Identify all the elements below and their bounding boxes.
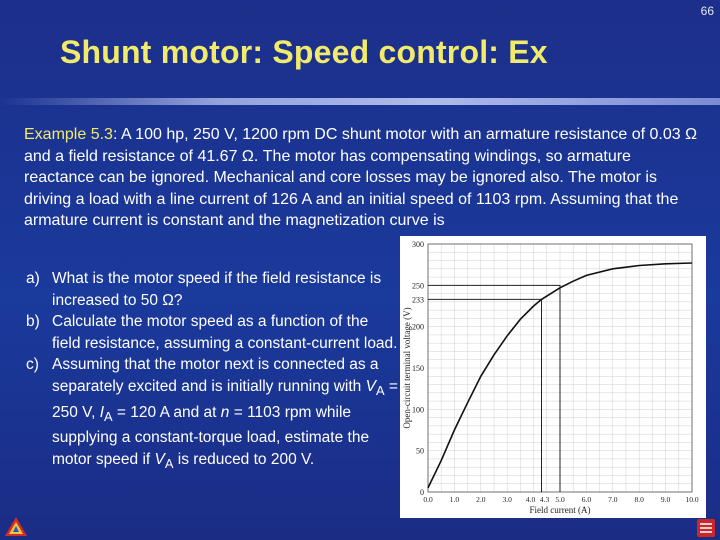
logo-icon xyxy=(4,516,28,538)
y-tick-label: 100 xyxy=(412,405,424,415)
x-tick-label: 5.0 xyxy=(555,495,565,504)
example-label: Example 5.3 xyxy=(24,126,113,143)
question-b xyxy=(26,311,398,354)
x-tick-label: 10.0 xyxy=(685,495,699,504)
y-tick-label: 233 xyxy=(412,295,424,305)
x-tick-label: 4.3 xyxy=(539,495,550,504)
slide-title: Shunt motor: Speed control: Ex xyxy=(60,34,548,70)
y-tick-label: 0 xyxy=(420,488,424,497)
example-statement xyxy=(24,124,704,232)
y-tick-label: 300 xyxy=(412,240,424,249)
question-marker: c) xyxy=(26,356,39,374)
question-text: Assuming that the motor next is connected as a separately excited and is initially running with $V_A = 250$ V, $I_A = 120$ A and at n = 1103 rpm while supplying a constant-torque load, estimate the motor speed if $V_A$ is reduced to 200 V. xyxy=(52,356,398,472)
university-seal-icon xyxy=(696,518,716,538)
question-text: Calculate the motor speed as a function of the field resistance, assuming a constant-current load. xyxy=(52,313,398,352)
question-a xyxy=(26,268,398,311)
y-tick-label: 150 xyxy=(412,364,424,373)
x-axis-label: Field current (A) xyxy=(529,505,591,515)
x-tick-label: 1.0 xyxy=(449,495,460,504)
reference-line xyxy=(428,299,542,492)
x-tick-label: 8.0 xyxy=(634,495,644,504)
y-tick-label: 250 xyxy=(412,281,424,291)
example-text: : A 100 hp, 250 V, 1200 rpm DC shunt motor with an armature resistance of 0.03 Ω and a field resistance of 41.67 Ω. The motor has compensating windings, so armature reactance can be ignored. Mechanical and core losses may be ignored also. The motor is driving a load with a line current of 126 A and an initial speed of 1103 rpm. Assuming that the armature current is constant and the magnetization curve is xyxy=(24,126,698,230)
title-divider xyxy=(0,98,720,105)
y-axis-label: Open-circuit terminal voltage (V) xyxy=(402,307,412,429)
question-c xyxy=(26,354,398,474)
y-tick-label: 50 xyxy=(416,446,424,456)
x-tick-label: 3.0 xyxy=(502,495,512,504)
chart-svg xyxy=(400,236,706,518)
x-tick-label: 7.0 xyxy=(608,495,618,504)
question-marker: a) xyxy=(26,270,40,287)
y-tick-label: 200 xyxy=(412,322,424,332)
question-list xyxy=(26,268,398,475)
x-tick-label: 4.0 xyxy=(525,495,536,504)
x-tick-label: 0.0 xyxy=(423,495,433,504)
page-number: 66 xyxy=(700,4,714,18)
question-text: What is the motor speed if the field resistance is increased to 50 Ω? xyxy=(52,270,382,309)
magnetization-curve-chart xyxy=(400,236,706,518)
x-tick-label: 6.0 xyxy=(581,495,592,504)
x-tick-label: 9.0 xyxy=(660,495,671,504)
question-marker: b) xyxy=(26,313,40,331)
x-tick-label: 2.0 xyxy=(476,495,486,504)
